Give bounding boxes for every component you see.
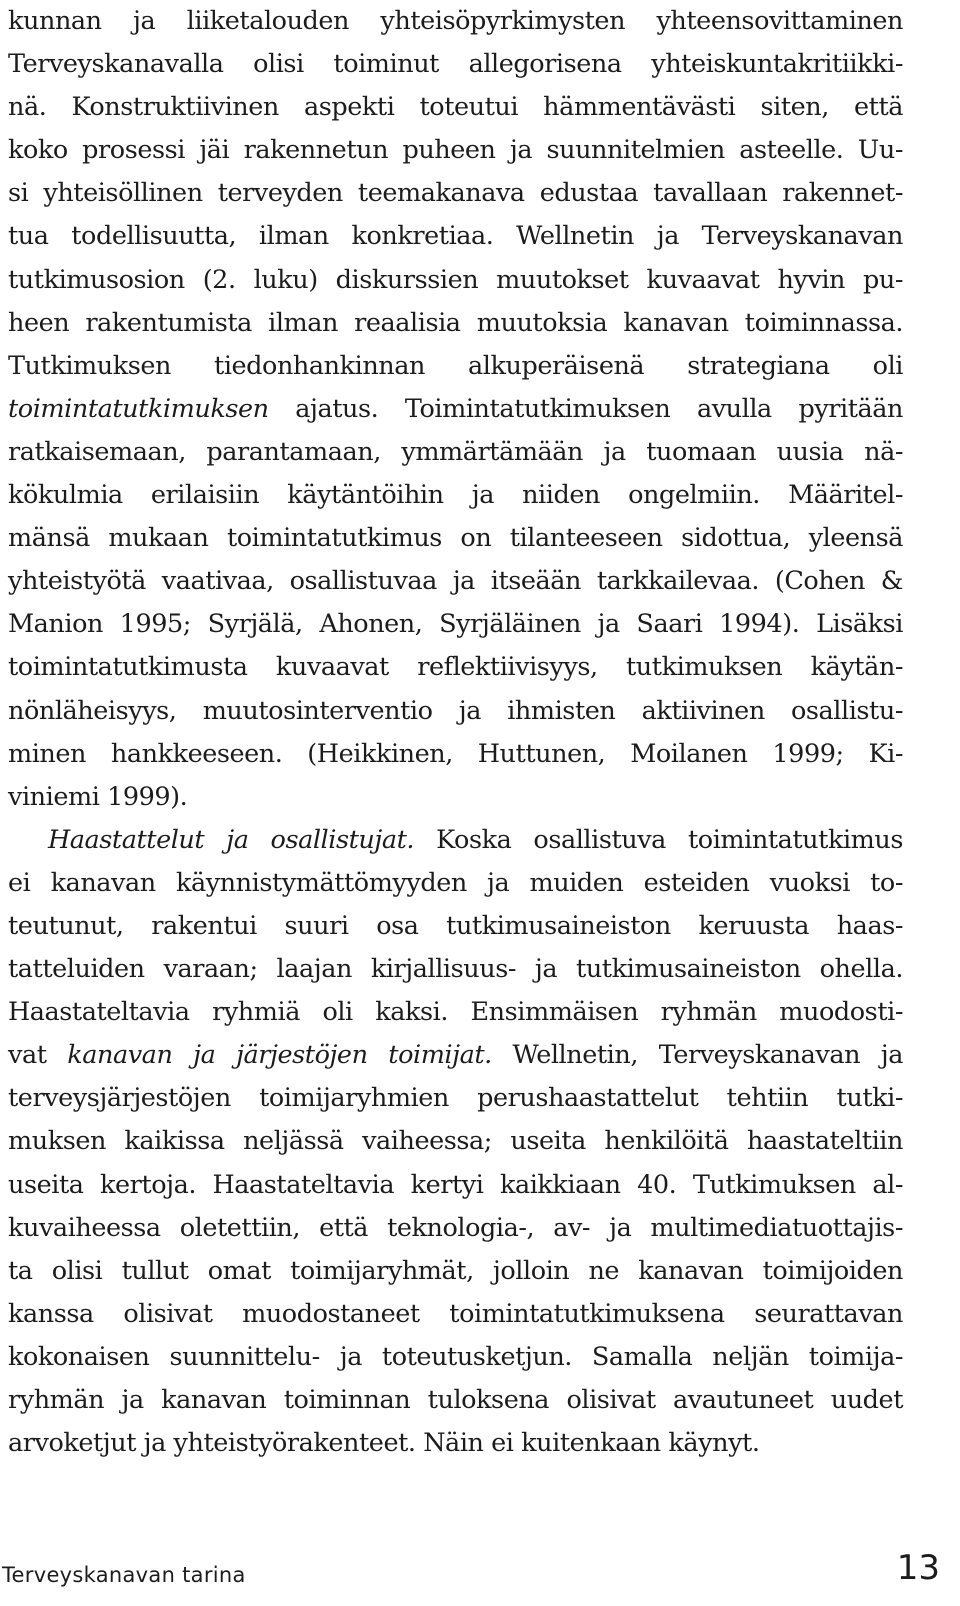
text-line: teutunut, rakentui suuri osa tutkimusaineiston keruusta haas- xyxy=(8,910,903,941)
text-line xyxy=(8,1034,903,1077)
text-span: Koska osallistuva toimintatutkimus xyxy=(414,824,903,855)
text-line: Tutkimuksen tiedonhankinnan alkuperäisenä strategiana oli xyxy=(8,350,903,381)
text-line: ryhmän ja kanavan toiminnan tuloksena olisivat avautuneet uudet xyxy=(8,1385,903,1415)
text-line: nönläheisyys, muutosinterventio ja ihmisten aktiivinen osallistu- xyxy=(8,695,903,726)
text-line: useita kertoja. Haastateltavia kertyi kaikkiaan 40. Tutkimuksen al- xyxy=(8,1169,903,1200)
text-span: ajatus. Toimintatutkimuksen avulla pyritään xyxy=(268,393,903,424)
text-line: arvoketjut ja yhteistyörakenteet. Näin ei kuitenkaan käynyt. xyxy=(8,1428,760,1459)
text-line xyxy=(8,819,903,862)
text-line: kökulmia erilaisiin käytäntöihin ja niiden ongelmiin. Määritel- xyxy=(8,480,903,511)
text-line: ratkaisemaan, parantamaan, ymmärtämään ja tuomaan uusia nä- xyxy=(8,436,903,467)
text-line: terveysjärjestöjen toimijaryhmien perushaastattelut tehtiin tutki- xyxy=(8,1083,903,1114)
text-line: tua todellisuutta, ilman konkretiaa. Wellnetin ja Terveyskanavan xyxy=(8,221,903,252)
running-title: Terveyskanavan tarina xyxy=(2,1563,246,1587)
text-line: mänsä mukaan toimintatutkimus on tilanteeseen sidottua, yleensä xyxy=(8,523,903,554)
text-line: kuvaiheessa oletettiin, että teknologia-, av- ja multimediatuottajis- xyxy=(8,1212,903,1243)
text-line: Manion 1995; Syrjälä, Ahonen, Syrjäläinen ja Saari 1994). Lisäksi xyxy=(8,609,903,640)
text-line: Terveyskanavalla olisi toiminut allegorisena yhteiskuntakritiikki- xyxy=(8,49,903,80)
page-number: 13 xyxy=(896,1548,940,1588)
body-text xyxy=(8,0,903,1465)
text-span: Wellnetin, Terveyskanavan ja xyxy=(491,1040,904,1071)
text-line: ei kanavan käynnistymättömyyden ja muiden esteiden vuoksi to- xyxy=(8,867,903,898)
text-line: kanssa olisivat muodostaneet toimintatutkimuksena seurattavan xyxy=(8,1298,903,1329)
text-line: tatteluiden varaan; laajan kirjallisuus- ja tutkimusaineiston ohella. xyxy=(8,954,903,985)
text-line: muksen kaikissa neljässä vaiheessa; useita henkilöitä haastateltiin xyxy=(8,1126,903,1157)
text-line: Haastateltavia ryhmiä oli kaksi. Ensimmäisen ryhmän muodosti- xyxy=(8,997,903,1028)
text-line: tutkimusosion (2. luku) diskurssien muutokset kuvaavat hyvin pu- xyxy=(8,264,903,295)
text-line: si yhteisöllinen terveyden teemakanava edustaa tavallaan rakennet- xyxy=(8,178,903,209)
italic-term: kanavan ja järjestöjen toimijat. xyxy=(67,1040,492,1071)
italic-term: toimintatutkimuksen xyxy=(8,393,269,424)
text-line: koko prosessi jäi rakennetun puheen ja suunnitelmien asteelle. Uu- xyxy=(8,135,903,166)
text-line: minen hankkeeseen. (Heikkinen, Huttunen, Moilanen 1999; Ki- xyxy=(8,738,903,769)
text-line: nä. Konstruktiivinen aspekti toteutui hämmentävästi siten, että xyxy=(8,92,903,123)
text-line: kunnan ja liiketalouden yhteisöpyrkimysten yhteensovittaminen xyxy=(8,6,903,36)
text-line: heen rakentumista ilman reaalisia muutoksia kanavan toiminnassa. xyxy=(8,307,903,338)
text-span: vat xyxy=(8,1040,68,1071)
text-line: kokonaisen suunnittelu- ja toteutusketjun. Samalla neljän toimija- xyxy=(8,1341,903,1372)
text-line: yhteistyötä vaativaa, osallistuvaa ja itseään tarkkailevaa. (Cohen & xyxy=(8,566,903,597)
text-line: ta olisi tullut omat toimijaryhmät, jolloin ne kanavan toimijoiden xyxy=(8,1255,903,1286)
text-line: viniemi 1999). xyxy=(8,781,188,812)
section-heading: Haastattelut ja osallistujat. xyxy=(48,824,415,855)
text-line xyxy=(8,388,903,431)
text-line: toimintatutkimusta kuvaavat reflektiivisyys, tutkimuksen käytän- xyxy=(8,652,903,683)
